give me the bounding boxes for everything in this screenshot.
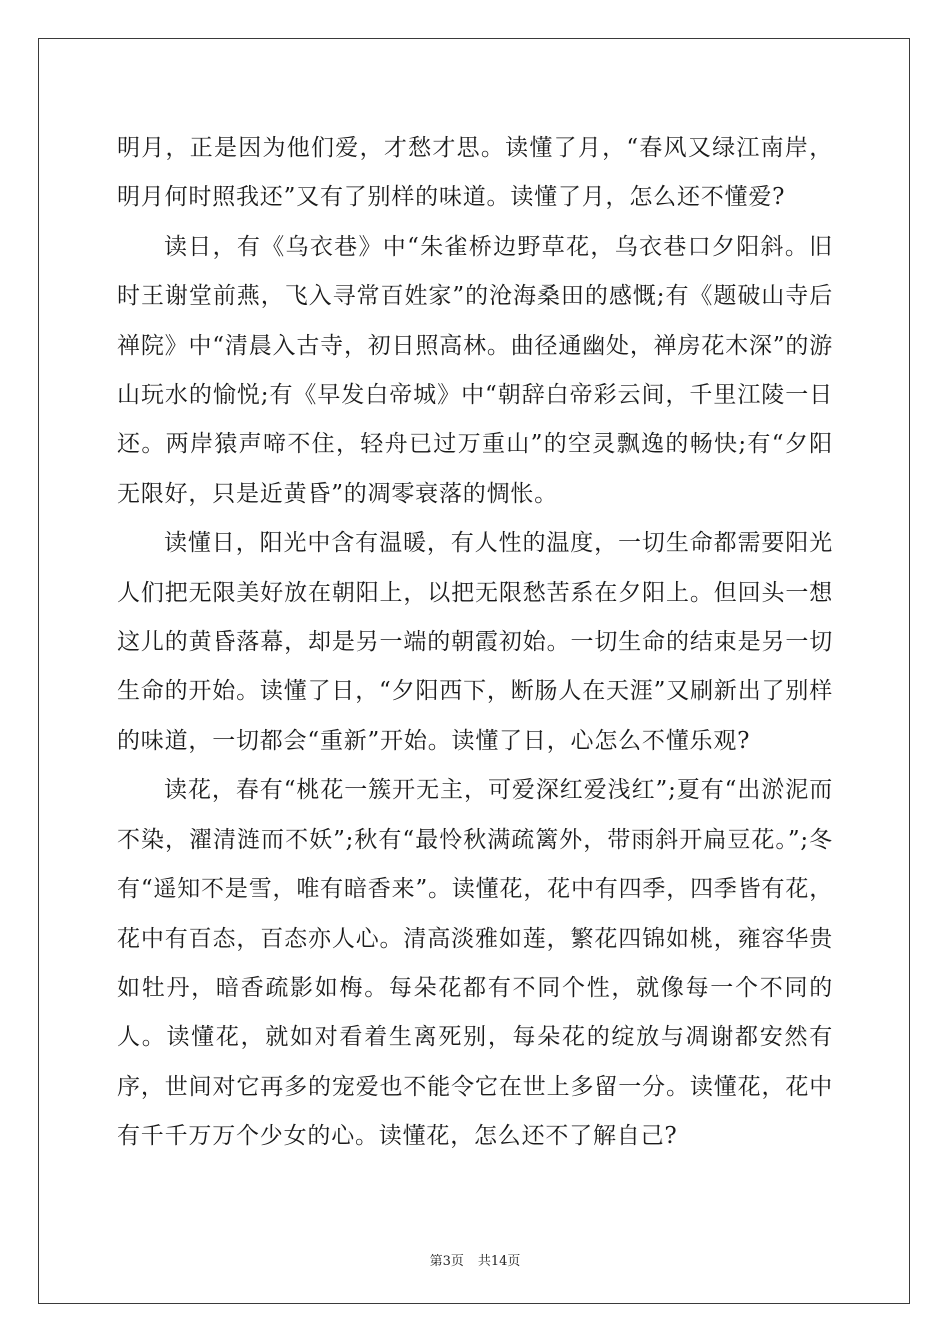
page-number: 第3页	[429, 1254, 464, 1269]
paragraph-sun: 读日，有《乌衣巷》中“朱雀桥边野草花，乌衣巷口夕阳斜。旧时王谢堂前燕，飞入寻常百姓家”的沧海桑田的感慨;有《题破山寺后禅院》中“清晨入古寺，初日照高林。曲径通幽处，禅房花木深”的游山玩水的愉悦;有《早发白帝城》中“朝辞白帝彩云间，千里江陵一日还。两岸猿声啼不住，轻舟已过万重山”的空灵飘逸的畅快;有“夕阳无限好，只是近黄昏”的凋零衰落的惆怅。	[117, 233, 833, 507]
document-body	[117, 124, 833, 1162]
paragraph-continuation: 明月，正是因为他们爱，才愁才思。读懂了月，“春风又绿江南岸，明月何时照我还”又有了别样的味道。读懂了月，怎么还不懂爱?	[117, 135, 833, 211]
paragraph-flowers: 读花，春有“桃花一簇开无主，可爱深红爱浅红”;夏有“出淤泥而不染，濯清涟而不妖”;秋有“最怜秋满疏篱外，带雨斜开扁豆花。”;冬有“遥知不是雪，唯有暗香来”。读懂花，花中有四季，四季皆有花，花中有百态，百态亦人心。清高淡雅如莲，繁花四锦如桃，雍容华贵如牡丹，暗香疏影如梅。每朵花都有不同个性，就像每一个不同的人。读懂花，就如对看着生离死别，每朵花的绽放与凋谢都安然有序，世间对它再多的宠爱也不能令它在世上多留一分。读懂花，花中有千千万万个少女的心。读懂花，怎么还不了解自己?	[117, 777, 833, 1150]
page-total: 共14页	[477, 1254, 521, 1269]
paragraph-understanding-sun: 读懂日，阳光中含有温暖，有人性的温度，一切生命都需要阳光人们把无限美好放在朝阳上，以把无限愁苦系在夕阳上。但回头一想这儿的黄昏落幕，却是另一端的朝霞初始。一切生命的结束是另一切生命的开始。读懂了日，“夕阳西下，断肠人在天涯”又刷新出了别样的味道，一切都会“重新”开始。读懂了日，心怎么不懂乐观?	[117, 530, 833, 754]
page-footer	[0, 1250, 950, 1269]
